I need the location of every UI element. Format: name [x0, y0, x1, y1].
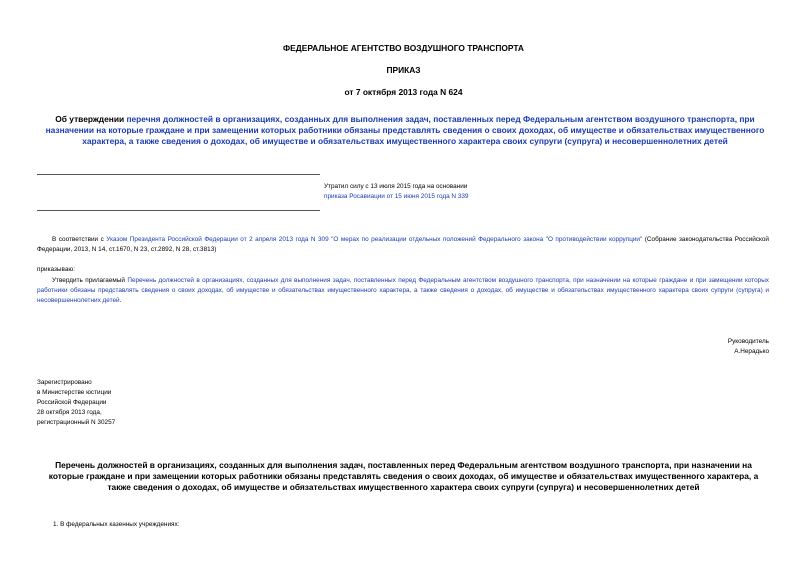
registration-line-2: в Министерстве юстиции — [37, 389, 112, 396]
order-prefix: Утвердить прилагаемый — [52, 277, 128, 284]
registration-line-3: Российской Федерации — [37, 399, 107, 406]
registration-line-1: Зарегистрировано — [37, 379, 92, 386]
preamble-suffix: (Собрание законодательства Российской Федерации, 2013, N 14, ст.1670, N 23, ст.2892, N 28, ст.3813) — [37, 236, 769, 253]
document-title — [40, 114, 770, 146]
divider-top — [37, 174, 320, 175]
list-title: Перечень должностей в организациях, созданных для выполнения задач, поставленных перед Федеральным агентством воздушного транспорта, при назначении на которые граждане и при замещении которых работники обязаны представлять сведения о своих доходах, об имуществе и обязательствах имущественного характера, а также сведения о доходах, об имуществе и обязательствах имущественного характера своих супруги (супруга) и несовершеннолетних детей — [48, 460, 759, 492]
preamble-prefix: В соответствии с — [52, 236, 107, 243]
order-label: приказываю: — [37, 266, 75, 273]
signature-name: А.Нерадько — [734, 348, 769, 355]
status-note-text: Утратил силу с 13 июля 2015 года на основании — [324, 183, 468, 190]
signature-block — [728, 337, 769, 357]
title-link[interactable]: перечня должностей в организациях, созданных для выполнения задач, поставленных перед Федеральным агентством воздушного транспорта, при назначении на которые граждане и при замещении которых работники обязаны представлять сведения о своих доходах, об имуществе и обязательствах имущественного характера, а также сведения о доходах, об имуществе и обязательствах имущественного характера своих супруги (супруга) и несовершеннолетних детей — [45, 114, 765, 146]
agency-name: ФЕДЕРАЛЬНОЕ АГЕНТСТВО ВОЗДУШНОГО ТРАНСПОРТА — [283, 43, 524, 53]
order-list-link[interactable]: Перечень должностей в организациях, созданных для выполнения задач, поставленных перед Федеральным агентством воздушного транспорта, при назначении на которые граждане и при замещении которых работники обязаны представлять сведения о своих доходах, об имуществе и обязательствах имущественного характера, а также сведения о доходах, об имуществе и обязательствах имущественного характера своих супруги (супруга) и несовершеннолетних детей — [37, 277, 769, 304]
status-note-link[interactable]: приказа Росавиации от 15 июня 2015 года N 339 — [324, 193, 469, 200]
title-prefix: Об утверждении — [55, 114, 127, 124]
preamble — [37, 235, 769, 255]
order-text — [37, 276, 769, 306]
order-suffix: . — [119, 297, 122, 304]
document-type: ПРИКАЗ — [386, 65, 421, 75]
preamble-decree-link[interactable]: Указом Президента Российской Федерации от 2 апреля 2013 года N 309 "О мерах по реализации отдельных положений Федерального закона "О противодействии коррупции" — [106, 236, 643, 243]
status-note — [324, 182, 624, 202]
list-item-1: 1. В федеральных казенных учреждениях: — [53, 521, 180, 528]
signature-position: Руководитель — [727, 338, 769, 345]
divider-bottom — [37, 210, 320, 211]
registration-line-5: регистрационный N 30257 — [37, 419, 116, 426]
document-date-number: от 7 октября 2013 года N 624 — [344, 87, 463, 97]
registration-block — [37, 378, 337, 428]
registration-line-4: 28 октября 2013 года, — [37, 409, 102, 416]
